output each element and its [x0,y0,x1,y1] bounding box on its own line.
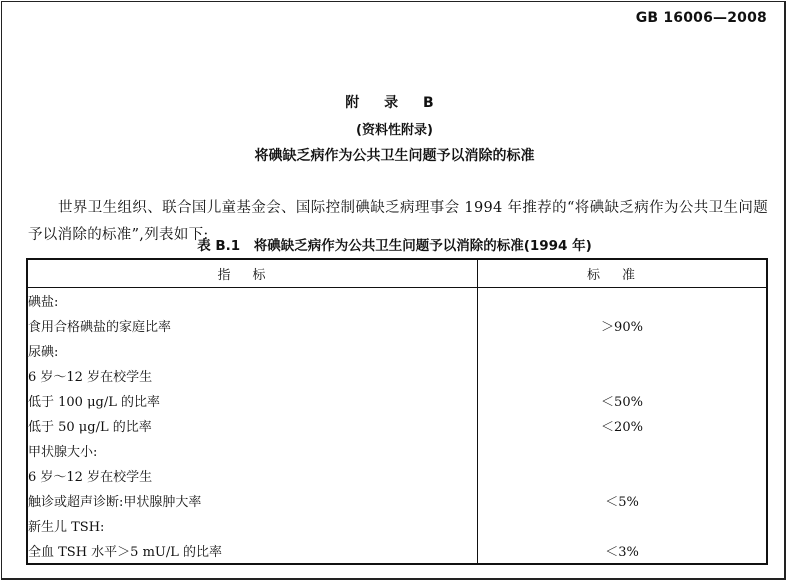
standard-cell: ＜50% [478,388,768,413]
table-row [27,363,767,388]
table-row [27,388,767,413]
table-row [27,288,767,314]
table-row [27,313,767,338]
appendix-title: 附 录 B [345,95,444,111]
indicator-cell: 食用合格碘盐的家庭比率 [27,313,478,338]
indicator-cell: 低于 50 μg/L 的比率 [27,413,478,438]
indicator-cell: 新生儿 TSH: [27,513,478,538]
standard-cell [478,463,768,488]
table-row [27,413,767,438]
table-row [27,513,767,538]
standard-cell [478,513,768,538]
indicator-cell: 甲状腺大小: [27,438,478,463]
standard-cell: ＜20% [478,413,768,438]
indicator-cell: 低于 100 μg/L 的比率 [27,388,478,413]
standard-cell: ＞90% [478,313,768,338]
intro-paragraph: 世界卫生组织、联合国儿童基金会、国际控制碘缺乏病理事会 1994 年推荐的“将碘缺乏病作为公共卫生问题予以消除的标准”,列表如下: [28,199,768,243]
standard-number: GB 16006—2008 [635,10,767,26]
standard-cell [478,438,768,463]
table-row [27,338,767,363]
appendix-subtitle: (资料性附录) [356,123,433,138]
standard-cell: ＜3% [478,538,768,564]
standards-table [26,258,768,565]
table-row [27,438,767,463]
table-row [27,488,767,513]
header-indicator: 指标 [27,259,478,288]
header-standard: 标准 [478,259,768,288]
indicator-cell: 6 岁～12 岁在校学生 [27,463,478,488]
table-row [27,538,767,564]
standard-cell [478,363,768,388]
standard-cell [478,338,768,363]
indicator-cell: 6 岁～12 岁在校学生 [27,363,478,388]
indicator-cell: 全血 TSH 水平＞5 mU/L 的比率 [27,538,478,564]
standard-cell [478,288,768,314]
indicator-cell: 尿碘: [27,338,478,363]
indicator-cell: 触诊或超声诊断:甲状腺肿大率 [27,488,478,513]
appendix-heading: 将碘缺乏病作为公共卫生问题予以消除的标准 [254,148,535,164]
indicator-cell: 碘盐: [27,288,478,314]
table-caption: 表 B.1 将碘缺乏病作为公共卫生问题予以消除的标准(1994 年) [197,238,592,254]
standard-cell: ＜5% [478,488,768,513]
table-row [27,463,767,488]
table-header-row [27,259,767,288]
